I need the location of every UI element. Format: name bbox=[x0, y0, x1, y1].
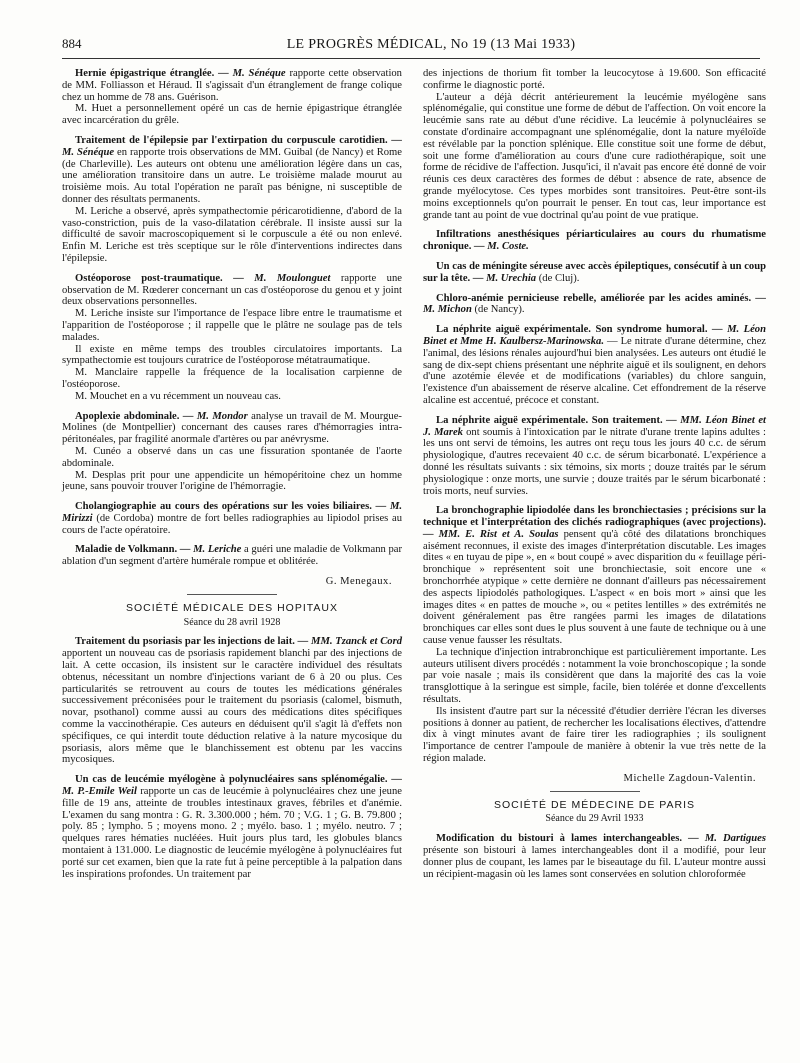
header-rule bbox=[62, 58, 760, 59]
article-title: Traitement de l'épilepsie par l'extirpation du corpuscule carotidien. bbox=[75, 134, 388, 146]
article-chloro-anemie bbox=[423, 293, 766, 317]
article-paragraph: M. Mouchet en a vu récemment un nouveau cas. bbox=[75, 390, 281, 402]
running-title: LE PROGRÈS MÉDICAL, No 19 (13 Mai 1933) bbox=[286, 37, 576, 52]
article-text: a guéri une maladie de Volkmann par ablation d'un segment d'artère humérale rompue et oblitérée. bbox=[62, 544, 403, 568]
article-infiltrations bbox=[423, 229, 766, 253]
article-apoplexie bbox=[62, 411, 402, 494]
article-title: La bronchographie lipiodolée dans les bronchiectasies ; précisions sur la technique et l'interprétation des clichés radiographiques (avec projections). bbox=[423, 505, 766, 529]
article-title: Traitement du psoriasis par les injections de lait. bbox=[75, 636, 295, 648]
article-text: apportent un nouveau cas de psoriasis rapidement blanchi par des injections de lait. A cette occasion, ils insistent sur le caractère individuel des résultats obtenus, nécessitant un nombre d'injections variant de 6 à 20 ou plus. Ces particularités se retrouvent au cours de toutes les médications générales successivement préconisées pour le traitement du psoriasis (calomel, bismuth, novar, psothanol) comme aussi au cours des médications dites spécifiques comme la vaccinothérapie. Ces auteurs en déduisent qu'il s'agit là d'effets non spécifiques, ce qui interdit toute déduction relative à la nature mycosique du psoriasis, alors même que le blanchissement est obtenu par les vaccins mycosiques. bbox=[62, 648, 402, 766]
article-text: rapporte cette observation de MM. Folliasson et Héraud. Il s'agissait d'un étranglement de frange colique chez un homme de 78 ans. Guérison. bbox=[62, 68, 402, 103]
article-hernie bbox=[62, 68, 402, 127]
article-title: Cholangiographie au cours des opérations sur les voies biliaires. bbox=[75, 501, 372, 513]
article-nephrite-syndrome bbox=[423, 324, 766, 407]
article-title: Apoplexie abdominale. bbox=[75, 410, 180, 422]
article-author: — M. Sénéque bbox=[62, 134, 402, 158]
article-bistouri bbox=[423, 833, 766, 880]
article-author: — MM. E. Rist et A. Soulas bbox=[423, 528, 559, 540]
page-number: 884 bbox=[62, 36, 82, 51]
article-title: Hernie épigastrique étranglée. bbox=[75, 68, 215, 79]
article-author: — M. Dartigues bbox=[688, 833, 766, 845]
article-paragraph: Il existe en même temps des troubles circulatoires importants. La sympathectomie est toujours curatrice de l'ostéoporose métatraumatique. bbox=[62, 343, 402, 367]
article-paragraph: M. Leriche insiste sur l'importance de l'espace libre entre le traumatisme et l'apparition de l'ostéoporose ; il rappelle que le plâtre ne soulage pas de tels malades. bbox=[62, 308, 402, 343]
signature: G. Menegaux. bbox=[325, 576, 392, 588]
article-title: Modification du bistouri à lames interchangeables. bbox=[436, 833, 683, 845]
section-divider bbox=[187, 594, 277, 595]
session-date: Séance du 29 Avril 1933 bbox=[545, 813, 644, 825]
article-epilepsie bbox=[62, 135, 402, 265]
article-author: — M. Moulonguet bbox=[233, 272, 331, 284]
article-title: Infiltrations anesthésiques périarticulaires au cours du rhumatisme chronique. bbox=[423, 229, 766, 253]
article-paragraph: M. Desplas prit pour une appendicite un hémopéritoine chez un homme jeune, sans pouvoir trouver l'origine de l'hémorragie. bbox=[62, 469, 402, 493]
article-text: (de Cordoba) montre de fort belles radiographies au lipiodol prises au cours de l'acte opératoire. bbox=[62, 512, 402, 536]
article-title: La néphrite aiguë expérimentale. Son traitement. bbox=[436, 414, 663, 426]
article-author: — M. Léon Binet et Mme H. Kaulbersz-Marinowska. bbox=[423, 324, 766, 347]
article-author: — M. Mirizzi bbox=[62, 501, 403, 524]
article-paragraph: M. Manclaire rappelle la fréquence de la localisation carpienne de l'ostéoporose. bbox=[62, 367, 402, 390]
session-date: Séance du 28 avril 1928 bbox=[183, 616, 281, 628]
article-text: (de Cluj). bbox=[538, 272, 580, 284]
article-author: — M. Urechia bbox=[472, 272, 537, 284]
article-nephrite-traitement bbox=[423, 415, 766, 498]
article-paragraph: L'auteur a déjà décrit antérieurement la leucémie myélogène sans splénomégalie, qui constitue une forme de début de l'affection. On voit encore la leucémie sans rate au début d'une récidive. La leucémie à polynucléaires se constate d'ordinaire accompagnant une splénomégalie, dont la nature myéloïde est révélable par la ponction splénique. Elle constitue soit une forme de début, soit une forme d'amélioration au cours d'une cure radiothérapique, soit une forme de récidive de l'affection. Jusqu'ici, il n'avait pas encore été donné de voir réunis ces deux caractères des formes de début : absence de rate, absence de grande myélocytose. Ces types morbides sont transitoires. Peut-être sont-ils moins exceptionnels qu'on pourrait le penser. En tout cas, leur importance est grande tant au point de vue doctrinal qu'au point de vue pratique. bbox=[423, 91, 766, 221]
article-author: — M. P.-Emile Weil bbox=[62, 774, 402, 798]
article-title: La néphrite aiguë expérimentale. Son syndrome humoral. bbox=[436, 324, 708, 336]
article-paragraph: La technique d'injection intrabronchique est particulièrement importante. Les auteurs utilisent divers procédés : notamment la voie bronchoscopique ; la sonde par voie nasale ; mais ils considèrent que dans la majorité des cas la voie transglottique à la seringue est simple, facile, bien tolérée et donne d'excellents résultats. bbox=[423, 646, 766, 706]
article-paragraph: des injections de thorium fit tomber la leucocytose à 19.600. Son efficacité confirme le diagnostic porté. bbox=[423, 68, 766, 91]
article-title: Un cas de méningite séreuse avec accès épileptiques, consécutif à un coup sur la tête. bbox=[423, 260, 766, 284]
article-text: rapporte une observation de M. Rœderer concernant un cas d'ostéoporose du genou et y joint deux observations personnelles. bbox=[62, 272, 402, 308]
article-text: rapporte un cas de leucémie à polynucléaires chez une jeune fille de 19 ans, atteinte de troubles intestinaux graves, fébriles et d'anémie. L'examen du sang montra : G. R. 3.300.000 ; hém. 70 ; V.G. 1 ; G. B. 79.800 ; poly. 85 ; lympho. 5 ; moyens mono. 2 ; myélo. baso. 1 ; myélo. neutro. 7 ; quelques rares hématies nucléées. Huit jours plus tard, les globules blancs montaient à 131.000. Le diagnostic de leucémie myélogène à polynucléaires fut porté sur cet examen, bien que la rate fut à peine perceptible à la palpation dans les inspirations profondes. Un traitement par bbox=[62, 786, 402, 880]
left-column bbox=[62, 68, 402, 888]
article-title: Ostéoporose post-traumatique. bbox=[75, 272, 223, 284]
article-author: — M. Leriche bbox=[179, 544, 242, 556]
article-osteoporose bbox=[62, 273, 402, 403]
article-author: — MM. Léon Binet et J. Marek bbox=[423, 414, 766, 438]
article-volkmann bbox=[62, 544, 402, 568]
article-text: ont soumis à l'intoxication par le nitrate d'urane trente lapins adultes : les uns ont servi de témoins, les autres ont reçu tous les jours 40 c.c. de sérum physiologique, d'autres recevaient 40 c.c. de sérum bicarbonaté. L'expérience a donné les résultats suivants : six témoins, six morts ; douze traités par le sérum physiologique : onze morts, une survie ; douze traités par le sérum bicarbonaté : trois morts, neuf survies. bbox=[423, 426, 766, 497]
article-author: — MM. Tzanck et Cord bbox=[297, 636, 402, 648]
article-text: pensent qu'à côté des dilatations bronchiques aisément reconnues, il existe des images d'interprétation discutable. Les images dites « en tuyau de pipe », en « bout coupé » avec disparition du « feuillage péri-bronchique » représentent soit une bronchiectasie, soit encore une « bronchorrhée atypique » cette dernière ne donnant d'ailleurs pas nécessairement des aspects lipiodolés pathologiques. L'aspect « en bois mort » ainsi que les images dites « en pattes de mouche », ou « petites lentilles » des extrémités ne doivent généralement pas être rangées parmi les images de dilatations bronchiques car elles sont dues le plus souvent à une faute de technique ou à une cause venue fausser les résultats. bbox=[423, 528, 766, 647]
right-column bbox=[423, 68, 766, 888]
page-header bbox=[62, 36, 760, 56]
article-author: — M. Coste. bbox=[474, 241, 529, 253]
article-author: — M. Sénéque bbox=[218, 68, 286, 79]
article-psoriasis bbox=[62, 636, 402, 766]
article-title: Un cas de leucémie myélogène à polynucléaires sans splénomégalie. bbox=[75, 774, 388, 786]
article-paragraph: M. Cunéo a observé dans un cas une fissuration spontanée de l'aorte abdominale. bbox=[62, 445, 402, 469]
article-text: analyse un travail de M. Mourgue-Molines (de Montpellier) concernant des causes rares d'hémorragies intra-péritonéales, par fragilité anormale d'artères ou par anévrysme. bbox=[62, 410, 402, 446]
article-cholangiographie bbox=[62, 501, 402, 536]
article-text: — Le nitrate d'urane détermine, chez l'animal, des lésions rénales aujourd'hui bien analysées. Les auteurs ont étudié le sang de dix-sept chiens présentant une néphrite aiguë et ils soulignent, en dehors d'une azotémie élevée et de modifications (variables) du chlore sanguin, l'existence d'un abaissement de réserve alcaline. Cet effondrement de la réserve alcaline est accentué, précoce et constant. bbox=[423, 335, 766, 406]
article-author: — M. Michon bbox=[423, 292, 766, 316]
signature: Michelle Zagdoun-Valentin. bbox=[623, 772, 756, 784]
article-title: Maladie de Volkmann. bbox=[75, 544, 178, 556]
article-text: présente son bistouri à lames interchangeables dont il a modifié, pour leur donner plus de coupant, les lames par le biseautage du fil. L'auteur montre aussi un récipient-magasin où les lames sont conservées en solution chloroformée bbox=[423, 845, 766, 880]
article-text: en rapporte trois observations de MM. Guibal (de Nancy) et Rome (de Charleville). Les auteurs ont obtenu une amélioration légère dans un cas, une amélioration transitoire dans un autre. Le troisième malade mourut au troisième mois. Au total l'opération ne paraît pas bénigne, ni susceptible de donner des résultats permanents. bbox=[62, 146, 403, 205]
article-text: (de Nancy). bbox=[474, 304, 525, 316]
section-divider bbox=[550, 791, 640, 792]
article-author: — M. Mondor bbox=[182, 410, 248, 422]
article-leucemie-continued bbox=[423, 68, 766, 221]
article-leucemie bbox=[62, 774, 402, 880]
article-title: Chloro-anémie pernicieuse rebelle, améliorée par les acides aminés. bbox=[436, 292, 752, 304]
article-paragraph: M. Huet a personnellement opéré un cas de hernie épigastrique étranglée avec incarcération du grêle. bbox=[62, 103, 402, 127]
society-heading: SOCIÉTÉ DE MÉDECINE DE PARIS bbox=[493, 798, 696, 811]
article-paragraph: M. Leriche a observé, après sympathectomie péricarotidienne, d'abord de la vaso-constriction, puis de la vaso-dilatation cérébrale. Il insiste aussi sur la difficulté de savoir macroscopiquement si le corpuscule a été ou non enlevé. Enfin M. Leriche est très sceptique sur le rôle d'interventions indirectes dans l'épilepsie. bbox=[62, 205, 402, 264]
article-bronchographie bbox=[423, 505, 766, 765]
society-heading: SOCIÉTÉ MÉDICALE DES HOPITAUX bbox=[125, 601, 338, 614]
article-paragraph: Ils insistent d'autre part sur la nécessité d'étudier derrière l'écran les diverses positions à donner au patient, de rechercher les localisations électives, d'attendre dix à vingt minutes avant de faire tirer les radiographies ; ils soulignent l'importance de centrer l'ampoule de manière à obtenir la vue très nette de la région malade. bbox=[423, 705, 766, 765]
article-meningite bbox=[423, 261, 766, 285]
